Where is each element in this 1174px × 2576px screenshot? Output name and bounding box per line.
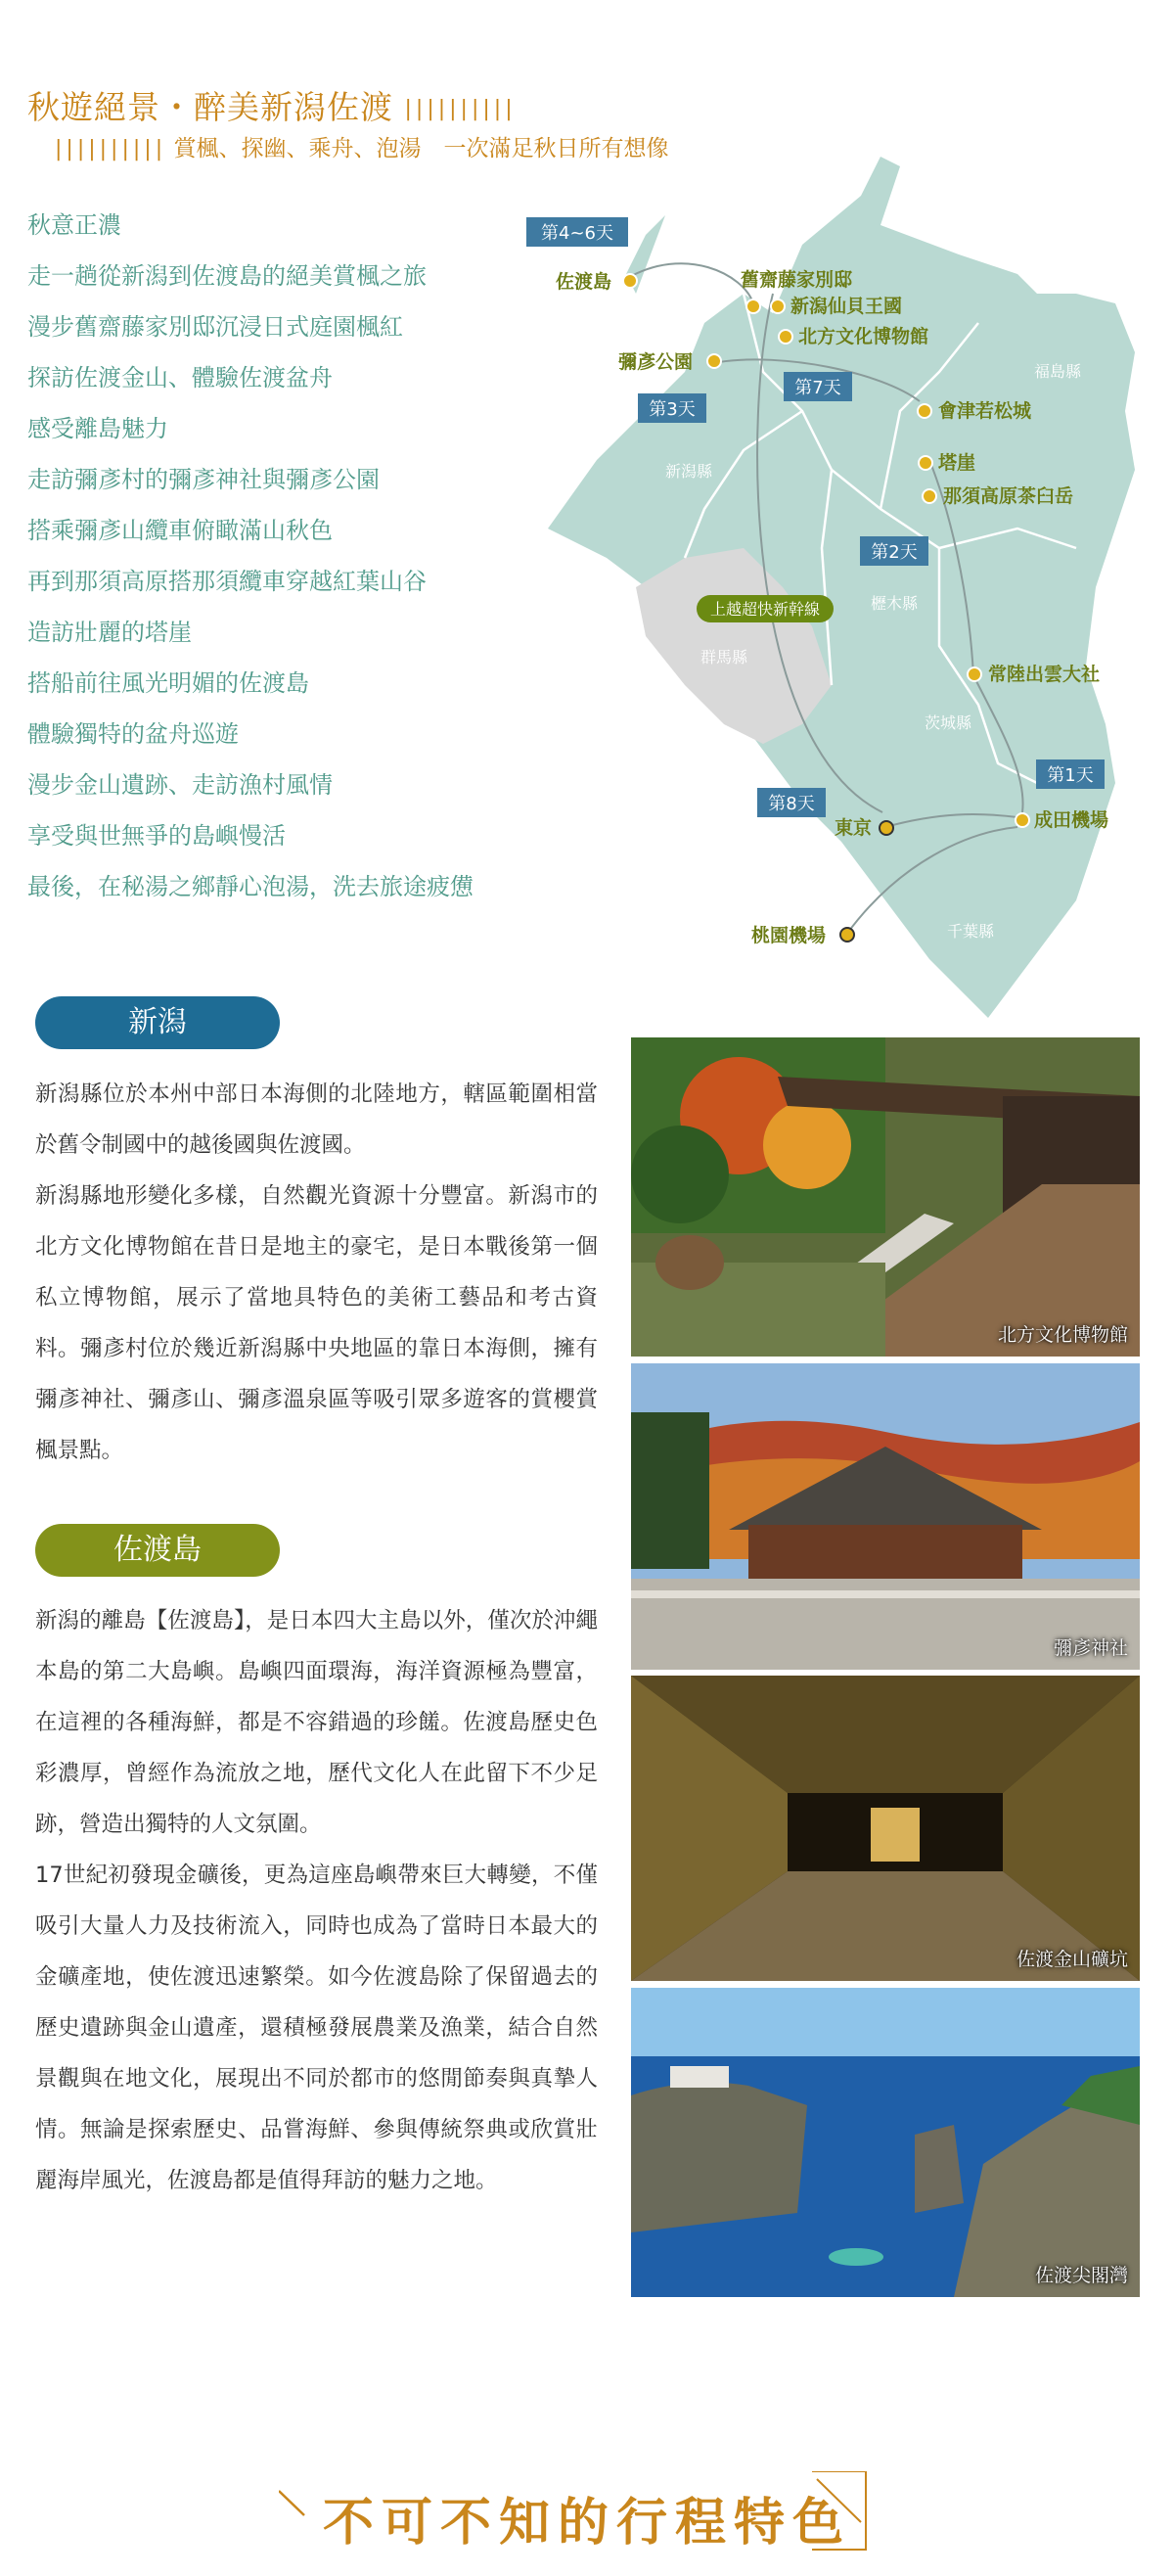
svg-text:第2天: 第2天	[871, 542, 918, 563]
place-label: 舊齋藤家別邸	[741, 269, 853, 291]
place-label: 新潟仙貝王國	[790, 296, 903, 317]
photo-caption: 佐渡尖閣灣	[1034, 2265, 1128, 2286]
place-dot	[779, 330, 792, 344]
intro-line: 體驗獨特的盆舟巡遊	[27, 720, 239, 748]
photo-caption: 北方文化博物館	[997, 1324, 1128, 1346]
svg-text:第3天: 第3天	[649, 399, 696, 420]
intro-line: 搭乘彌彥山纜車俯瞰滿山秋色	[27, 517, 333, 544]
place-label: 常陸出雲大社	[988, 664, 1101, 685]
intro-list	[27, 206, 474, 918]
niigata-text	[35, 1069, 598, 1476]
place-label: 成田機場	[1034, 809, 1109, 831]
intro-line: 漫步金山遺跡、走訪漁村風情	[27, 771, 333, 799]
photo-caption: 佐渡金山礦坑	[1016, 1949, 1128, 1970]
place-dot	[840, 928, 854, 942]
intro-line: 再到那須高原搭那須纜車穿越紅葉山谷	[27, 568, 427, 595]
intro-line: 探訪佐渡金山、體驗佐渡盆舟	[27, 364, 333, 391]
shinkansen-tag	[697, 595, 834, 622]
place-dot	[771, 299, 785, 313]
day-tag	[638, 393, 706, 423]
day-tag	[860, 536, 928, 566]
intro-line: 走一趟從新潟到佐渡島的絕美賞楓之旅	[27, 262, 427, 290]
place-dot	[1016, 813, 1029, 827]
place-dot	[923, 489, 936, 503]
place-dot	[880, 821, 893, 835]
paragraph: 17世紀初發現金礦後，更為這座島嶼帶來巨大轉變，不僅吸引大量人力及技術流入，同時也成為了當時日本最大的金礦產地，使佐渡迅速繁榮。如今佐渡島除了保留過去的歷史遺跡與金山遺產，還積極發展農業及漁業，結合自然景觀與在地文化，展現出不同於都市的悠閒節奏與真摯人情。無論是探索歷史、品嘗海鮮、參與傳統祭典或欣賞壯麗海岸風光，佐渡島都是值得拜訪的魅力之地。	[35, 1863, 598, 2193]
sado-heading: 佐渡島	[35, 1524, 280, 1577]
subtitle-decoration: ||||||||||	[55, 137, 167, 161]
place-dot	[968, 667, 981, 681]
photo-caption: 彌彥神社	[1053, 1637, 1128, 1659]
place-label: 桃園機場	[751, 925, 827, 946]
place-dot	[707, 354, 721, 368]
prefecture-label: 千葉縣	[947, 922, 995, 941]
svg-text:上越超快新幹線: 上越超快新幹線	[709, 600, 821, 619]
section-title: 不可不知的行程特色	[322, 2493, 851, 2553]
place-label: 佐渡島	[556, 271, 612, 293]
paragraph: 新潟縣位於本州中部日本海側的北陸地方，轄區範圍相當於舊令制國中的越後國與佐渡國。	[35, 1081, 598, 1158]
intro-line: 最後，在秘湯之鄉靜心泡湯，洗去旅途疲憊	[27, 873, 474, 900]
intro-line: 享受與世無爭的島嶼慢活	[27, 822, 286, 850]
intro-line: 感受離島魅力	[27, 415, 168, 442]
prefecture-label: 新潟縣	[665, 462, 713, 481]
intro-line: 搭船前往風光明媚的佐渡島	[27, 669, 309, 697]
prefecture-label: 群馬縣	[700, 648, 748, 667]
svg-text:第8天: 第8天	[768, 794, 815, 814]
place-dot	[623, 274, 637, 288]
day-tag	[526, 217, 628, 247]
route-line	[626, 263, 753, 303]
day-tag	[757, 788, 826, 817]
photo-northern-culture-museum	[631, 1037, 1140, 1357]
title-decoration: ||||||||||	[404, 97, 517, 121]
niigata-heading: 新潟	[35, 996, 280, 1049]
place-dot	[918, 404, 931, 418]
place-label: 那須高原茶臼岳	[943, 485, 1074, 507]
prefecture-label: 櫪木縣	[871, 594, 919, 613]
sado-text	[35, 1595, 598, 2206]
day-tag	[1036, 759, 1105, 789]
place-label: 塔崖	[938, 452, 976, 474]
page-title: 秋遊絕景・醉美新潟佐渡 ||||||||||	[27, 88, 517, 126]
prefecture-label: 福島縣	[1034, 362, 1082, 381]
route-map	[479, 147, 1154, 1028]
photo-yahiko-shrine	[631, 1363, 1140, 1670]
place-label: 北方文化博物館	[798, 326, 929, 347]
svg-text:第4~6天: 第4~6天	[541, 223, 613, 244]
intro-line: 秋意正濃	[27, 211, 121, 239]
place-dot	[746, 299, 760, 313]
prefecture-label: 茨城縣	[925, 713, 972, 732]
place-label: 東京	[835, 817, 873, 839]
svg-text:第1天: 第1天	[1047, 765, 1094, 786]
photo-sado-gold-mine	[631, 1676, 1140, 1981]
intro-line: 走訪彌彥村的彌彥神社與彌彥公園	[27, 466, 380, 493]
paragraph: 新潟的離島【佐渡島】，是日本四大主島以外，僅次於沖繩本島的第二大島嶼。島嶼四面環海，海洋資源極為豐富，在這裡的各種海鮮，都是不容錯過的珍饈。佐渡島歷史色彩濃厚，曾經作為流放之地，歷代文化人在此留下不少足跡，營造出獨特的人文氛圍。	[35, 1608, 598, 1837]
paragraph: 新潟縣地形變化多樣，自然觀光資源十分豐富。新潟市的北方文化博物館在昔日是地主的豪宅，是日本戰後第一個私立博物館，展示了當地具特色的美術工藝品和考古資料。彌彥村位於幾近新潟縣中央地區的靠日本海側，擁有彌彥神社、彌彥山、彌彥溫泉區等吸引眾多遊客的賞櫻賞楓景點。	[35, 1183, 598, 1463]
place-label: 彌彥公園	[618, 351, 694, 373]
photo-senkaku-bay	[631, 1988, 1140, 2297]
svg-text:第7天: 第7天	[794, 378, 841, 398]
place-label: 會津若松城	[938, 400, 1032, 422]
page-subtitle: |||||||||| 賞楓、探幽、乘舟、泡湯 一次滿足秋日所有想像	[55, 136, 669, 161]
intro-line: 漫步舊齋藤家別邸沉浸日式庭園楓紅	[27, 313, 403, 341]
place-dot	[919, 456, 932, 470]
intro-line: 造訪壯麗的塔崖	[27, 619, 192, 646]
day-tag	[784, 372, 852, 401]
